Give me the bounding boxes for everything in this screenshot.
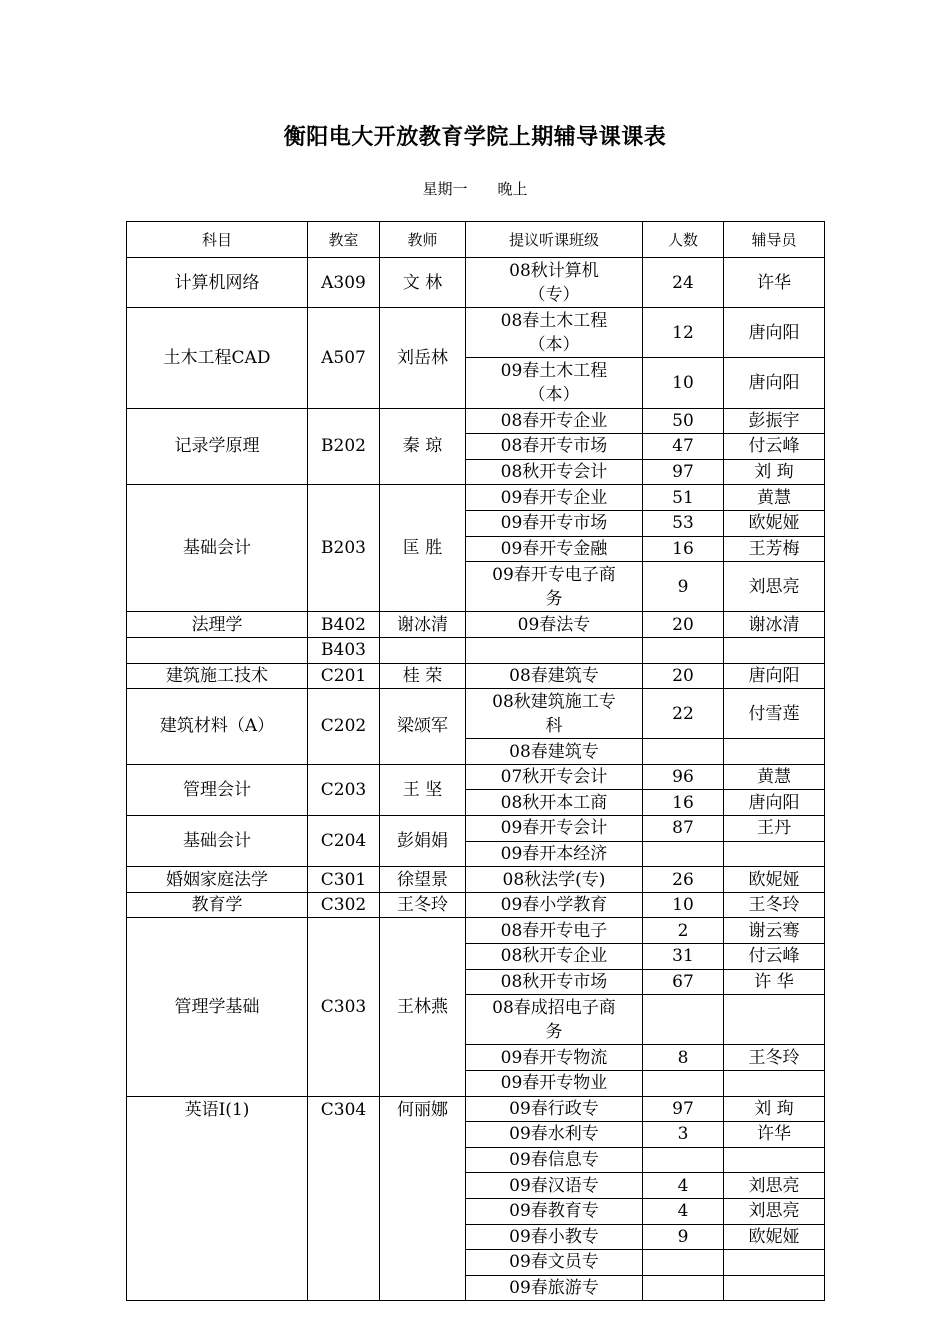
header-class: 提议听课班级 [466,222,643,258]
teacher-cell: 刘岳林 [380,308,466,408]
count-cell: 2 [643,918,724,944]
advisor-cell: 黄慧 [724,764,825,790]
count-cell [643,995,724,1045]
class-cell: 08春成招电子商务 [466,995,643,1045]
advisor-cell [724,637,825,663]
class-cell: 09春法专 [466,612,643,638]
teacher-cell: 何丽娜 [380,1096,466,1301]
teacher-cell: 桂 荣 [380,663,466,689]
header-room: 教室 [308,222,380,258]
advisor-cell: 唐向阳 [724,308,825,358]
advisor-cell: 刘 珣 [724,1096,825,1122]
class-cell: 09春旅游专 [466,1275,643,1301]
subject-cell: 法理学 [127,612,308,638]
advisor-cell: 彭振宇 [724,408,825,434]
advisor-cell [724,841,825,867]
subject-cell: 基础会计 [127,816,308,867]
teacher-cell: 谢冰清 [380,612,466,638]
count-cell: 16 [643,790,724,816]
table-row [127,308,825,358]
count-cell: 87 [643,816,724,842]
count-cell: 20 [643,663,724,689]
class-cell: 08秋开专市场 [466,969,643,995]
teacher-cell: 秦 琼 [380,408,466,485]
count-cell [643,637,724,663]
subject-cell: 教育学 [127,892,308,918]
class-cell: 09春开专会计 [466,816,643,842]
count-cell: 4 [643,1198,724,1224]
count-cell: 96 [643,764,724,790]
advisor-cell: 刘思亮 [724,1198,825,1224]
count-cell: 22 [643,689,724,739]
table-row [127,637,825,663]
room-cell: C304 [308,1096,380,1301]
schedule-table [126,221,825,1301]
class-cell: 09春文员专 [466,1250,643,1276]
subject-cell: 管理会计 [127,764,308,815]
class-cell: 09春开专物业 [466,1071,643,1097]
table-row [127,1096,825,1122]
room-cell: A309 [308,258,380,308]
teacher-cell: 文 林 [380,258,466,308]
advisor-cell: 许华 [724,258,825,308]
class-cell: 08秋法学(专) [466,867,643,893]
count-cell: 97 [643,459,724,485]
class-cell: 09春水利专 [466,1122,643,1148]
room-cell: C201 [308,663,380,689]
schedule-subtitle [0,178,950,199]
table-row [127,918,825,944]
class-cell: 09春小学教育 [466,892,643,918]
subject-cell [127,637,308,663]
subject-cell: 基础会计 [127,485,308,612]
subject-cell: 管理学基础 [127,918,308,1096]
room-cell: C303 [308,918,380,1096]
advisor-cell: 谢冰清 [724,612,825,638]
header-count: 人数 [643,222,724,258]
class-cell: 08春开专市场 [466,434,643,460]
count-cell: 47 [643,434,724,460]
advisor-cell: 王丹 [724,816,825,842]
count-cell: 9 [643,562,724,612]
class-cell: 09春土木工程（本） [466,358,643,408]
room-cell: B202 [308,408,380,485]
count-cell: 31 [643,944,724,970]
advisor-cell [724,739,825,765]
table-row [127,258,825,308]
class-cell: 09春开专市场 [466,510,643,536]
table-row [127,816,825,842]
count-cell [643,1147,724,1173]
advisor-cell: 付云峰 [724,944,825,970]
advisor-cell: 王冬玲 [724,892,825,918]
count-cell: 51 [643,485,724,511]
class-cell: 08秋开本工商 [466,790,643,816]
page-title: 衡阳电大开放教育学院上期辅导课课表 [283,125,667,150]
teacher-cell: 彭娟娟 [380,816,466,867]
room-cell: B402 [308,612,380,638]
table-row [127,689,825,739]
class-cell: 08秋开专企业 [466,944,643,970]
class-cell: 08春建筑专 [466,663,643,689]
class-cell: 09春汉语专 [466,1173,643,1199]
teacher-cell: 匡 胜 [380,485,466,612]
advisor-cell: 欧妮娅 [724,510,825,536]
advisor-cell: 欧妮娅 [724,867,825,893]
table-row [127,867,825,893]
count-cell: 12 [643,308,724,358]
count-cell: 4 [643,1173,724,1199]
advisor-cell: 欧妮娅 [724,1224,825,1250]
advisor-cell: 许华 [724,1122,825,1148]
subject-cell: 土木工程CAD [127,308,308,408]
count-cell: 10 [643,892,724,918]
subject-cell: 建筑施工技术 [127,663,308,689]
advisor-cell: 王芳梅 [724,536,825,562]
count-cell: 26 [643,867,724,893]
class-cell: 09春教育专 [466,1198,643,1224]
teacher-cell: 王林燕 [380,918,466,1096]
table-row [127,612,825,638]
advisor-cell: 谢云骞 [724,918,825,944]
class-cell: 08秋建筑施工专科 [466,689,643,739]
room-cell: C203 [308,764,380,815]
advisor-cell: 刘思亮 [724,562,825,612]
advisor-cell: 黄慧 [724,485,825,511]
day-label: 星期一 [422,180,468,198]
table-row [127,408,825,434]
session-label: 晚上 [497,180,528,198]
class-cell: 08秋开专会计 [466,459,643,485]
room-cell: B403 [308,637,380,663]
subject-cell: 建筑材料（A） [127,689,308,765]
room-cell: B203 [308,485,380,612]
count-cell [643,739,724,765]
advisor-cell: 唐向阳 [724,790,825,816]
class-cell: 07秋开专会计 [466,764,643,790]
teacher-cell: 徐望景 [380,867,466,893]
count-cell [643,1275,724,1301]
subject-cell: 英语I(1) [127,1096,308,1301]
room-cell: C301 [308,867,380,893]
count-cell: 16 [643,536,724,562]
class-cell: 09春开本经济 [466,841,643,867]
header-row [127,222,825,258]
count-cell: 97 [643,1096,724,1122]
room-cell: C204 [308,816,380,867]
class-cell: 09春开专金融 [466,536,643,562]
count-cell: 24 [643,258,724,308]
subject-cell: 记录学原理 [127,408,308,485]
advisor-cell [724,1250,825,1276]
count-cell: 3 [643,1122,724,1148]
teacher-cell [380,637,466,663]
class-cell: 08春开专企业 [466,408,643,434]
count-cell: 53 [643,510,724,536]
class-cell: 09春小教专 [466,1224,643,1250]
schedule-body [127,222,825,1301]
count-cell: 20 [643,612,724,638]
advisor-cell [724,1275,825,1301]
count-cell [643,1071,724,1097]
table-row [127,663,825,689]
class-cell: 08秋计算机（专） [466,258,643,308]
header-advisor: 辅导员 [724,222,825,258]
count-cell: 10 [643,358,724,408]
count-cell: 67 [643,969,724,995]
teacher-cell: 梁颂军 [380,689,466,765]
advisor-cell [724,995,825,1045]
class-cell: 09春信息专 [466,1147,643,1173]
class-cell: 09春开专电子商务 [466,562,643,612]
table-row [127,764,825,790]
class-cell: 09春开专企业 [466,485,643,511]
subject-cell: 计算机网络 [127,258,308,308]
teacher-cell: 王冬玲 [380,892,466,918]
advisor-cell: 付雪莲 [724,689,825,739]
room-cell: A507 [308,308,380,408]
class-cell: 08春建筑专 [466,739,643,765]
table-row [127,892,825,918]
advisor-cell: 唐向阳 [724,358,825,408]
count-cell: 8 [643,1045,724,1071]
advisor-cell: 付云峰 [724,434,825,460]
class-cell: 09春行政专 [466,1096,643,1122]
advisor-cell: 许 华 [724,969,825,995]
count-cell: 9 [643,1224,724,1250]
count-cell [643,1250,724,1276]
advisor-cell [724,1071,825,1097]
header-teacher: 教师 [380,222,466,258]
advisor-cell: 唐向阳 [724,663,825,689]
room-cell: C302 [308,892,380,918]
count-cell [643,841,724,867]
subject-cell: 婚姻家庭法学 [127,867,308,893]
class-cell: 08春开专电子 [466,918,643,944]
count-cell: 50 [643,408,724,434]
class-cell: 09春开专物流 [466,1045,643,1071]
teacher-cell: 王 坚 [380,764,466,815]
header-subject: 科目 [127,222,308,258]
advisor-cell: 刘思亮 [724,1173,825,1199]
class-cell: 08春土木工程（本） [466,308,643,358]
room-cell: C202 [308,689,380,765]
class-cell [466,637,643,663]
advisor-cell: 王冬玲 [724,1045,825,1071]
table-row [127,485,825,511]
advisor-cell [724,1147,825,1173]
advisor-cell: 刘 珣 [724,459,825,485]
